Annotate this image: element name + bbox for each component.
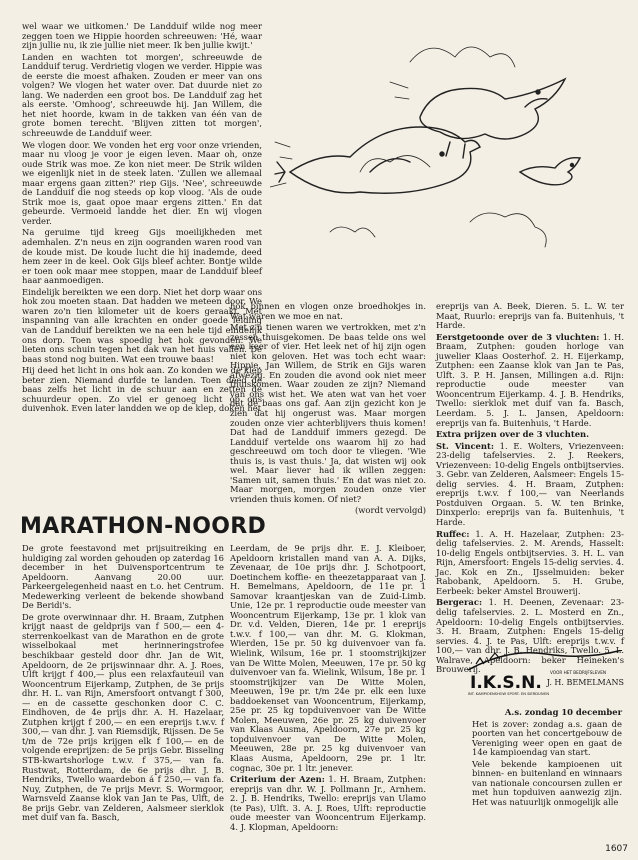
story-paragraph: Landen en wachten tot morgen', schreeuwde de Landduif terug. Verdrietig vlogen we verder. Hippie was de eerste die moest afhaken. Zouden er meer van ons volgen? We vlogen het water over. Dat duurde niet zo lang. We naderden een groot bos. De Landduif zag het als eerste. 'Omhoog', schreeuwde hij. Jan Willem, die het niet hoorde, kwam in de takken van één van de grote bomen terecht. 'Blijven zitten tot morgen', schreeuwde de Landduif weer. — [22, 51, 262, 139]
announcement-paragraph: Vele bekende kampioenen uit binnen- en buitenland en winnaars van nationale concoursen zullen er met hun topduiven aanwezig zijn. Het was natuurlijk onmogelijk alle — [472, 758, 622, 807]
results-intro: ereprijs van A. Beek, Dieren. 5. L. W. ter Maat, Ruurlo: ereprijs van fa. Buitenhuis, 't Harde. — [436, 301, 624, 331]
results-section-label: Eerstgetoonde over de 3 vluchten: — [436, 331, 600, 342]
story-paragraph: Na geruime tijd kreeg Gijs moeilijkheden met ademhalen. Z'n neus en zijn oogranden waren rood van de koude mist. De koude lucht die hij inademde, deed hem zeer in de keel. Ook Gijs bleef achter. Bontje wilde er toen ook maar mee stoppen, maar de Landduif bleef haar aanmoedigen. — [22, 227, 262, 286]
results-section-label: Ruffec: — [436, 528, 470, 539]
story-column-2 — [230, 302, 426, 516]
article-paragraph: De grote feestavond met prijsuitreiking en huldiging zal worden gehouden op zaterdag 16 december in het Duivensportcentrum te Apeldoorn. Aanvang 20.00 uur. Parkeergelegenheid naast en t.o. het Centrum. Medewerking verleent de bekende showband De Beridi's. — [22, 543, 224, 611]
results-section — [436, 442, 624, 528]
article-heading: MARATHON-NOORD — [20, 514, 267, 539]
results-section — [436, 530, 624, 597]
results-section — [436, 333, 624, 428]
results-section — [436, 430, 624, 440]
results-section-text: 1. A. H. Hazelaar, Zutphen: 23-delig tafelservies. 2. M. Arends, Hasselt: 10-delig Engels ontbijtservies. 3. H. L. van Rijn, Amersfoort: Engels 15-delig servies. 4. Jac. Kok en Zn., IJsselmuiden: beker Rabobank, Apeldoorn. 5. H. Grube, Eerbeek: beker Amstel Brouwerij. — [436, 528, 624, 596]
author-signature: J. H. BEMELMANS — [546, 677, 624, 687]
logo-subcaption: INT. KAMPIOENSHOW SPORT- EN SIERDUIVEN — [468, 692, 550, 696]
results-section-text: 1. H. Deenen, Zevenaar: 23-delig tafelservies. 2. L. Mosterd en Zn., Apeldoorn: 10-delig Engels ontbijtservies. 3. H. Braam, Zutphen: Engels 15-delig servies. 4. J. te Pas, Ulft: ereprijs t.w.v. f 100,— van dhr. J. B. Hendriks, Twello. 5. L. Walrave, Apeldoorn: beker Heineken's Brouwerij. — [436, 597, 624, 675]
logo-caption: VOOR HET BEDRIJFSLEVEN — [550, 670, 607, 675]
article-column-2 — [230, 544, 426, 834]
article-column-1 — [22, 544, 224, 825]
iksn-logo — [466, 650, 624, 696]
article-paragraph: Leerdam, de 9e prijs dhr. E. J. Kleiboer, Apeldoorn kristallen mand van A. A. Dijks, Zevenaar, de 10e prijs dhr. J. Schotpoort, Doetinchem koffie- en theezetapparaat van J. H. Bemelmans, Apeldoorn, de 11e pr. 1 Samovar kraantjeskan van de Zuid-Limb. Unie, 12e pr. 1 reproductie oude meester van Wooncentrum Eijerkamp, 13e pr. 1 klok van Dr. v.d. Velden, Dieren, 14e pr. 1 ereprijs t.w.v. f 100,— van dhr. M. G. Klokman, Wierden, 15e pr. 50 kg duivenvoer van fa. Wielink, Wilsum, 16e pr. 1 stoomstrijkijzer van De Witte Molen, Meeuwen, 17e pr. 50 kg duivenvoer van fa. Wielink, Wilsum, 18e pr. 1 stoomstrijkijzer van De Witte Molen, Meeuwen, 19e pr. t/m 24e pr. elk een luxe baddoekenset van Wooncentrum, Eijerkamp, 25e pr. 25 kg topduivenvoer van De Witte Molen, Meeuwen, 26e pr. 25 kg duivenvoer van Klaas Ausma, Apeldoorn, 27e pr. 25 kg topduivenvoer van De Witte Molen, Meeuwen, 28e pr. 25 kg duivenvoer van Klaas Ausma, Apeldoorn, 29e pr. 1 ltr. cognac, 30e pr. 1 ltr. jenever. — [230, 543, 426, 773]
results-section-text: 1. H. Braam, Zutphen: gouden horloge van juwelier Klaas Oosterhof. 2. H. Eijerkamp, Zutphen: een Zaanse klok van Jan te Pas, Ulft. 3. P. H. Jansen, Millingen a.d. Rijn: reproductie oude meester van Wooncentrum Eijerkamp. 4. J. B. Hendriks, Twello: sierklok met duif van fa. Basch, Leerdam. 5. J. L. Jansen, Apeldoorn: ereprijs van fa. Buitenhuis, 't Harde. — [436, 331, 624, 428]
story-paragraph: Eindelijk bereikten we een dorp. Niet het dorp waar ons hok zou moeten staan. Dat hadden we meteen door. We waren zo'n tien kilometer uit de koers geraakt. Met inspanning van alle krachten en onder goede leiding van de Landduif bereikten we na een hele tijd eindelijk ons dorp. Toen was spoedig het hok gevonden. We lieten ons schuin tegen het dak van het huis vallen. De baas stond nog buiten. Wat een trouwe baas! — [22, 286, 262, 364]
story-paragraph: Hij deed het licht in ons hok aan. Zo konden we de klep beter zien. Niemand durfde te landen. Toen deed de baas zelfs het licht in de schuur aan en zetten de schuurdeur open. Zo viel er genoeg licht op ons duivenhok. Even later landden we op de klep, doken het — [22, 365, 262, 414]
article-paragraph: De grote overwinnaar dhr. H. Braam, Zutphen krijgt naast de geldprijs van f 500,— een 4-sterrenkoelkast van de Marathon en de grote wisselbokaal met herinneringstrofee beschikbaar gesteld door dhr. Jan de Wit, Apeldoorn, de 2e prijswinnaar dhr. A. J. Roes, Ulft krijgt f 400,— plus een relaxfauteuil van Wooncentrum Eijerkamp, Zutphen, de 3e prijs dhr. H. L. van Rijn, Amersfoort ontvangt f 300,— en de cassette geschonken door C. C. Eindhoven, de 4e prijs dhr. A. H. Hazelaar, Zutphen krijgt f 200,— en een ereprijs t.w.v. f 300,— van dhr. J. van Riemsdijk, Rijssen. De 5e t/m de 72e prijs krijgen elk f 100,— en de volgende ereprijzen: de 5e prijs Gebr. Bisseling STB-kwartshorloge t.w.v. f 375,— van fa. Rustwat, Rotterdam, de 6e prijs dhr. J. B. Hendriks, Twello waardebon á f 250,— van fa. Nuy, Zutphen, de 7e prijs Mevr. S. Wormgoor, Warnsveld Zaanse klok van Jan te Pas, Ulft, de 8e prijs Gebr. van Zelderen, Aalsmeer sierklok met duif van fa. Basch, — [22, 611, 224, 823]
criterium-label: Criterium der Azen: — [230, 774, 325, 785]
announcement — [472, 708, 622, 807]
announcement-date: A.s. zondag 10 december — [504, 707, 622, 717]
story-paragraph: wel waar we uitkomen.' De Landduif wilde nog meer zeggen toen we Hippie hoorden schreeuwen: 'Hé, waar zijn jullie nu, ik zie jullie niet meer. Ik ben jullie kwijt.' — [22, 21, 262, 51]
story-paragraph: We vlogen door. We vonden het erg voor onze vrienden, maar nu vloog je voor je eigen leven. Maar oh, onze oude Strik was moe. Ze kon niet meer. De Strik wilden we eigenlijk niet in de steek laten. 'Zullen we allemaal maar ergens gaan zitten?' riep Gijs. 'Nee', schreeuwde de Landduif die nog steeds op kop vloog. 'Als de oude Strik moe is, gaat opoe maar ergens zitten.' En dat gebeurde. Vermoeid landde het dier. En wij vlogen verder. — [22, 139, 262, 226]
criterium-paragraph — [230, 775, 426, 832]
page-number: 1607 — [605, 844, 628, 854]
announcement-paragraph: Het is zover: zondag a.s. gaan de poorten van het concertgebouw de Vereniging weer open en gaat de 14e kampioendag van start. — [472, 718, 622, 758]
continued-note: (wordt vervolgd) — [354, 505, 426, 516]
results-section-label: Bergerac: — [436, 597, 483, 608]
results-section-label: Extra prijzen over de 3 vluchten. — [436, 429, 590, 440]
results-column — [436, 302, 624, 687]
results-section-label: St. Vincent: — [436, 440, 494, 451]
story-column-1 — [22, 22, 262, 416]
story-paragraph: Met z'n tienen waren we vertrokken, met z'n zessen thuisgekomen. De baas telde ons wel een keer of vier. Het leek net of hij zijn ogen niet kon geloven. Het was toch echt waar: Hippie, Jan Willem, de Strik en Gijs waren afwezig. En zouden die avond ook niet meer thuiskomen. Waar zouden ze zijn? Niemand van ons wist het. We aten wat van het voer dat de baas ons gaf. Aan zijn gezicht kon je zien dat hij ongerust was. Maar morgen zouden onze vier achterblijvers thuis komen! Dat had de Landduif immers gezegd. De Landduif vertelde ons waarom hij zo had geschreeuwd om toch door te vliegen. 'Wie thuis is, is vast thuis.' Ja, dat wisten wij ook wel. Maar liever had ik willen zeggen: 'Samen uit, samen thuis.' En dat was niet zo. Maar morgen, morgen zouden onze vier vrienden thuis komen. Of niet? — [230, 322, 426, 504]
logo-letters: I.K.S.N. — [470, 673, 542, 693]
story-paragraph: hok binnen en vlogen onze broedhokjes in. Wat waren we moe en nat. — [230, 301, 426, 321]
criterium-text: 1. H. Braam, Zutphen: ereprijs van dhr. W. J. Pollmann Jr., Arnhem. 2. J. B. Hendriks, Twello: ereprijs van Ulamo (te Pas), Ulft. 3. A. J. Roes, Ulft: reproductie oude meester van Wooncentrum Eijerkamp. 4. J. Klopman, Apeldoorn: — [230, 774, 426, 832]
results-section-text: 1. E. Wolters, Vriezenveen: 23-delig tafelservies. 2. J. Reekers, Vriezenveen: 10-delig Engels ontbijtservies. 3. Gebr. van Zelderen, Aalsmeer: Engels 15-delig servies. 4. H. Braam, Zutphen: ereprijs t.w.v. f 100,— van Neerlands Postduiven Orgaan. 5. W. ten Brinke, Dinxperlo: ereprijs van fa. Buitenhuis, 't Harde. — [436, 440, 624, 528]
flying-birds-illustration — [270, 22, 630, 290]
